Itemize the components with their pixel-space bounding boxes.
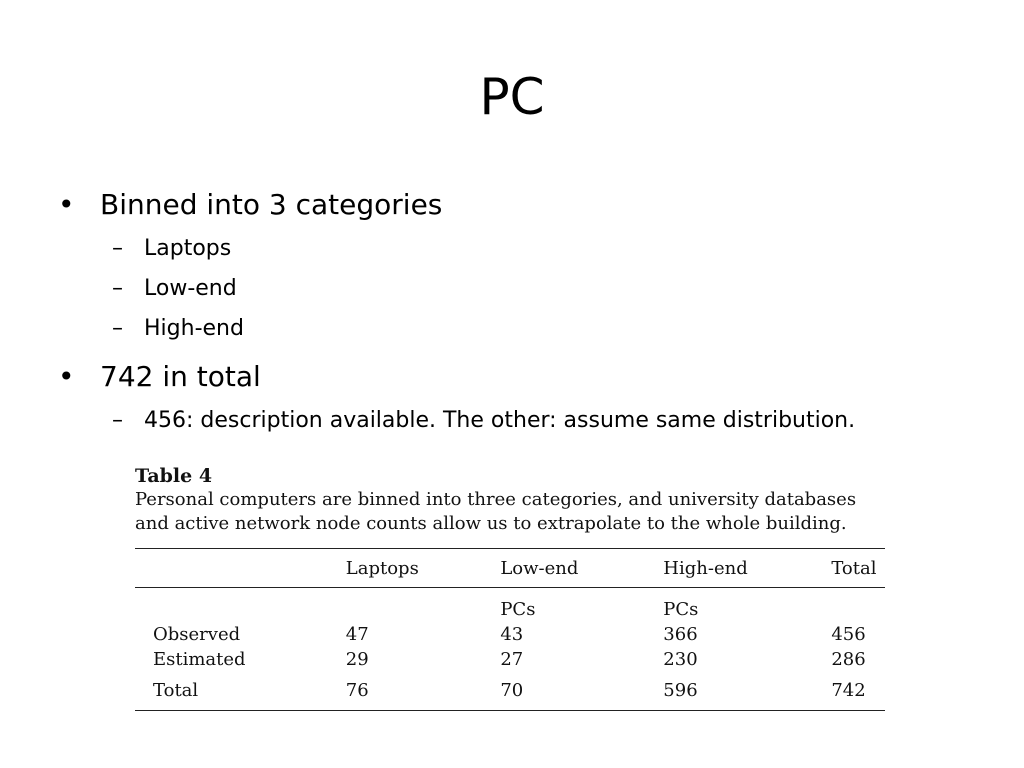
table-cell: 742 <box>831 670 885 711</box>
sub-bullet-text: 456: description available. The other: assume same distribution. <box>144 408 856 433</box>
table-cell: 230 <box>663 649 698 670</box>
table-cell: 286 <box>831 649 866 670</box>
bullet-text: Binned into 3 categories <box>100 188 443 221</box>
sub-bullet-text: Low-end <box>144 276 237 301</box>
wrap-cell <box>135 588 346 621</box>
sub-bullet-text: Laptops <box>144 236 232 261</box>
table-row <box>135 670 885 711</box>
slide-title: PC <box>479 68 545 126</box>
wrap-cell <box>831 588 885 621</box>
wrap-cell: PCs <box>500 599 536 620</box>
table-cell: 456 <box>831 624 866 645</box>
table-row <box>135 645 885 670</box>
table-cell: 43 <box>500 624 524 645</box>
row-label: Total <box>135 670 346 711</box>
table-cell: 29 <box>345 649 369 670</box>
header-cell: Low-end <box>500 549 663 588</box>
table-cell: 70 <box>500 670 663 711</box>
wrap-cell <box>346 588 501 621</box>
wrap-cell: PCs <box>663 599 699 620</box>
header-cell: Laptops <box>346 549 501 588</box>
bullet-text: 742 in total <box>100 360 261 393</box>
table-cell: 27 <box>500 649 524 670</box>
table-cell: 596 <box>663 670 831 711</box>
bullet-item <box>58 358 958 396</box>
dash-marker: – <box>112 276 123 301</box>
sub-bullet-item <box>58 274 958 304</box>
dash-marker: – <box>112 236 123 261</box>
sub-bullet-item <box>58 406 958 436</box>
data-table <box>135 548 885 711</box>
table-row <box>135 620 885 645</box>
bullet-list <box>58 186 958 436</box>
header-cell <box>135 549 346 588</box>
dash-marker: – <box>112 316 123 341</box>
sub-bullet-text: High-end <box>144 316 244 341</box>
table-figure <box>135 464 887 711</box>
table-caption: Personal computers are binned into three categories, and university databases and active network node counts allow us to extrapolate to the whole building. <box>135 489 857 534</box>
header-cell: Total <box>831 549 885 588</box>
header-cell: High-end <box>663 549 831 588</box>
table-cell: 47 <box>345 624 369 645</box>
table-header-row <box>135 549 885 588</box>
table-label: Table 4 <box>135 465 213 487</box>
row-label: Observed <box>153 624 241 645</box>
bullet-item <box>58 186 958 224</box>
bullet-marker: • <box>58 360 75 393</box>
table-cell: 76 <box>346 670 501 711</box>
dash-marker: – <box>112 408 123 433</box>
row-label: Estimated <box>153 649 246 670</box>
sub-bullet-item <box>58 314 958 344</box>
sub-bullet-item <box>58 234 958 264</box>
table-cell: 366 <box>663 624 698 645</box>
header-wrap-row <box>135 588 885 621</box>
bullet-marker: • <box>58 188 75 221</box>
